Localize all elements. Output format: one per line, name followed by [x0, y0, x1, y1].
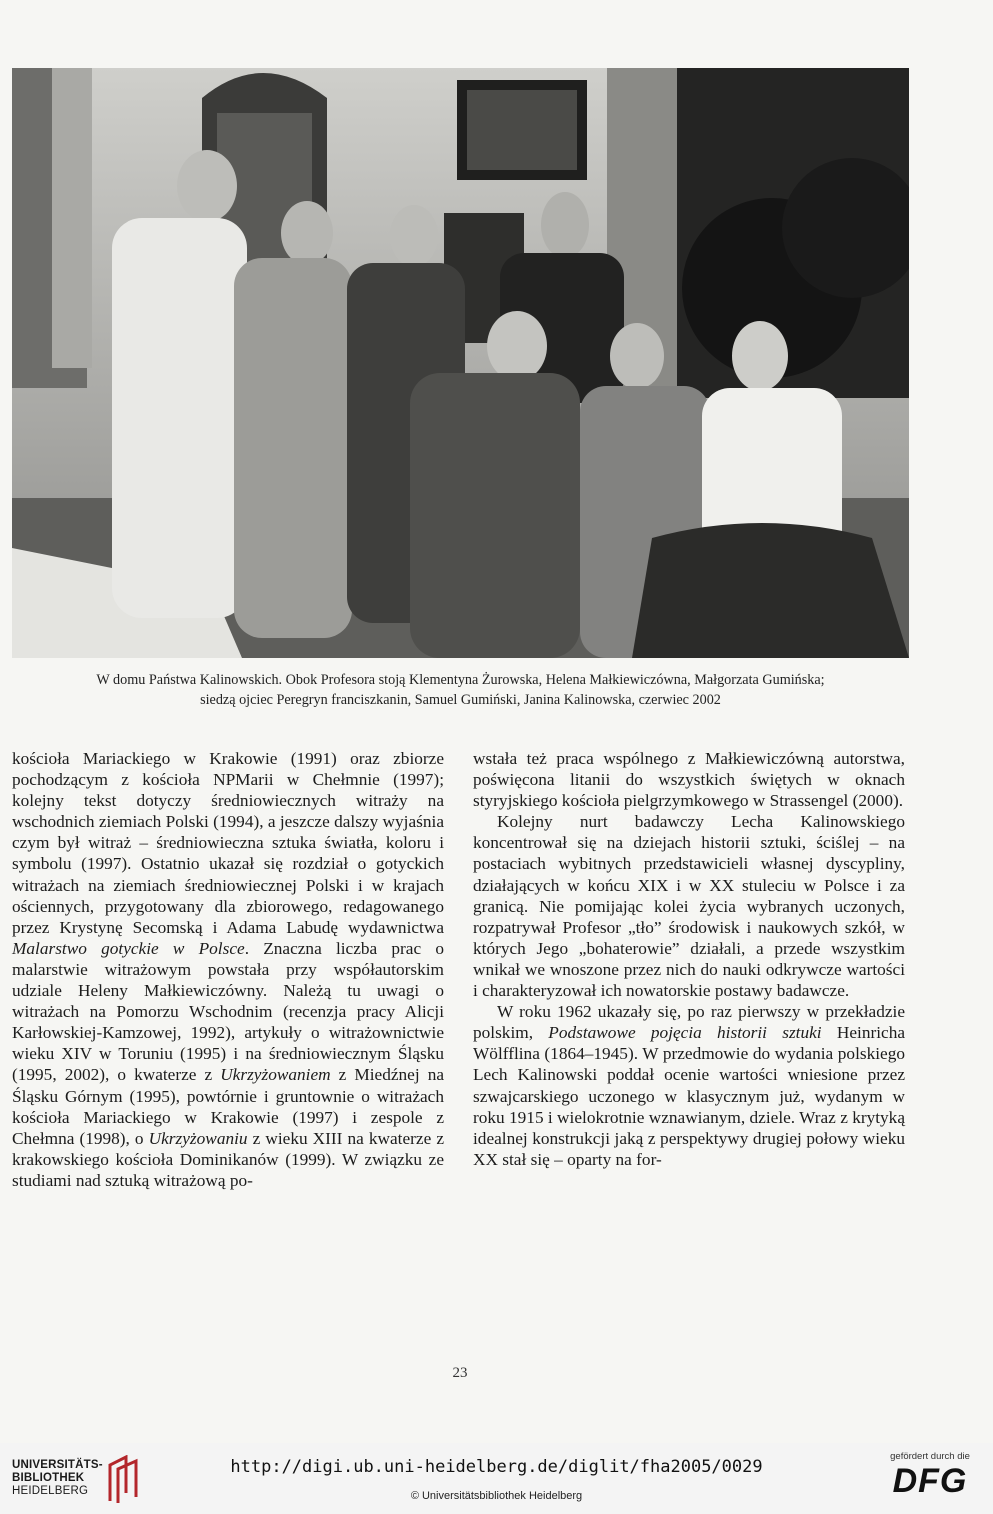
library-name-line: BIBLIOTHEK: [12, 1472, 85, 1484]
permalink-url[interactable]: http://digi.ub.uni-heidelberg.de/diglit/fha2005/0029: [230, 1457, 763, 1477]
library-name-line: HEIDELBERG: [12, 1485, 89, 1497]
text-run: Heinricha Wölfflina (1864–1945). W przedmowie do wydania polskiego Lech Kalinowski poddał ocenie wartości wniesione przez szwajcarskiego uczonego w klasycznym już, wydanym w roku 1915 i wielokrotnie wznawianym, dziele. Wraz z krytyką idealnej konstrukcji jaką z perspektywy drugiej połowy wieku XX stał się – oparty na for-: [473, 1023, 905, 1169]
photo-caption: [12, 670, 909, 710]
text-run: W roku 1962 ukazały się, po raz pierwszy w przekładzie polskim,: [473, 1002, 905, 1043]
group-photograph: [12, 68, 909, 658]
caption-line-1: W domu Państwa Kalinowskich. Obok Profesora stoją Klementyna Żurowska, Helena Małkiewiczówna, Małgorzata Gumińska;: [96, 672, 825, 688]
artwork-title: Ukrzyżowaniu: [148, 1128, 248, 1148]
text-run: . Znaczna liczba prac o malarstwie witrażowym powstała przy współautorskim udziale Heleny Małkiewiczówny. Należą tu uwagi o witrażach na Pomorzu Wschodnim (recenzja pracy Alicji Karłowskiej-Kamzowej, 1992), artykuły o witrażownictwie wieku XIV w Toruniu (1995) i na średniowiecznym Śląsku (1995, 2002), o kwaterze z: [12, 938, 444, 1085]
page-number: 23: [452, 1365, 468, 1381]
dfg-tagline: gefördert durch die: [890, 1451, 970, 1462]
photo-illustration: [12, 68, 909, 658]
text-column-right: [473, 748, 905, 1170]
text-run: z Miedźnej na Śląsku Górnym (1995), powtórnie i gruntownie o witrażach kościoła Mariackiego w Krakowie (1997) i zespole z Chełmna (1998), o: [12, 1065, 445, 1148]
paragraph: Kolejny nurt badawczy Lecha Kalinowskiego koncentrował się na dziejach historii sztuki, ściślej – na postaciach wybitnych przedstawicieli własnej dyscypliny, działających w końcu XIX i w XX stuleciu w Polsce i za granicą. Nie pomijając kolei życia wybranych uczonych, rozpatrywał Profesor „tło” środowisk i naukowych szkół, w których Jego „bohaterowie” działali, a przede wszystkim wnikał we wnoszone przez nich do nauki odkrywcze wartości i charakteryzował ich nowatorskie postawy badawcze.: [473, 812, 905, 1001]
paragraph: [12, 748, 444, 1191]
copyright-notice: © Universitätsbibliothek Heidelberg: [410, 1490, 583, 1502]
artwork-title: Ukrzyżowaniem: [220, 1065, 331, 1085]
paragraph: wstała też praca wspólnego z Małkiewiczówną autorstwa, poświęcona litanii do wszystkich świętych w oknach styryjskiego kościoła pielgrzymkowego w Strassengel (2000).: [473, 749, 905, 811]
text-run: z wieku XIII na kwaterze z krakowskiego kościoła Dominikanów (1999). W związku ze studiami nad sztuką witrażową po-: [12, 1128, 444, 1190]
dfg-logo[interactable]: [880, 1451, 980, 1500]
footer-bar: [0, 1443, 993, 1514]
text-column-left: [12, 748, 444, 1191]
book-title: Malarstwo gotyckie w Polsce: [12, 938, 245, 958]
text-run: kościoła Mariackiego w Krakowie (1991) oraz zbiorze pochodzącym z kościoła NPMarii w Chełmnie (1997); kolejny tekst dotyczy średniowiecznych witraży na wschodnich ziemiach Polski (1994), a jeszcze dalszy wyjaśnia czym był witraż – średniowieczna sztuka światła, koloru i symbolu (1997). Ostatnio ukazał się rozdział o gotyckich witrażach na ziemiach średniowiecznej Polski i w krajach ościennych, przygotowany dla zbiorowego, redagowanego przez Krystynę Secomską i Adama Labudę wydawnictwa: [12, 749, 444, 937]
caption-line-2: siedzą ojciec Peregryn franciszkanin, Samuel Gumiński, Janina Kalinowska, czerwiec 2002: [200, 692, 721, 708]
paragraph: [473, 1001, 905, 1170]
library-name-line: UNIVERSITÄTS-: [12, 1459, 103, 1471]
book-title: Podstawowe pojęcia historii sztuki: [548, 1023, 822, 1043]
dfg-wordmark: DFG: [892, 1462, 968, 1500]
